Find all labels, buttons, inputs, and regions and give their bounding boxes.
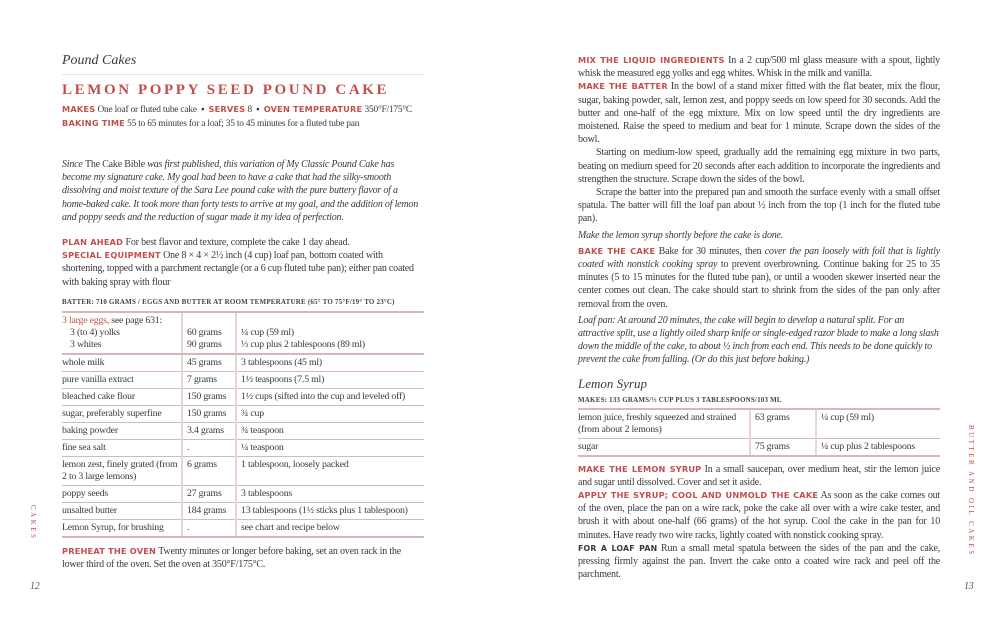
whites-volume: ⅓ cup plus 2 tablespoons (89 ml) [241,338,365,350]
preheat-step [62,545,424,571]
mix-label: MIX THE LIQUID INGREDIENTS [578,55,725,65]
ingredient-cell: sugar [578,438,750,456]
table-row [62,485,424,502]
weight-cell: . [182,439,236,456]
intro-a: Since [62,159,83,170]
equipment-label: SPECIAL EQUIPMENT [62,250,161,261]
plan-ahead-text: For best flavor and texture, complete the cake 1 day ahead. [125,237,350,249]
weight-cell: . [182,519,236,537]
bake-c: to prevent overbrowning. Continue baking for 25 to 35 minutes (5 to 15 minutes for the fluted tube pan), or until a wooden skewer inserted near the center comes out clean. The cake should start to shrink from the sides of the pan only after removal from the oven. [578,259,940,310]
ingredient-cell: sugar, preferably superfine [62,405,182,422]
loaf-pan-label: FOR A LOAF PAN [578,543,658,553]
weight-cell: 63 grams [750,409,816,439]
ingredient-cell: whole milk [62,354,182,372]
table-row [62,439,424,456]
syrup-heading: Lemon Syrup [578,375,647,391]
apply-label: APPLY THE SYRUP; COOL AND UNMOLD THE CAKE [578,490,819,501]
eggs-ref: see page 631: [109,314,162,326]
volume-cell: 3 tablespoons (45 ml) [236,354,424,372]
baking-time-value: 55 to 65 minutes for a loaf; 35 to 45 minutes for a fluted tube pan [127,118,360,129]
syrup-note: Make the lemon syrup shortly before the cake is done. [578,229,784,241]
weight-cell: 27 grams [182,485,236,502]
starting-paragraph: Starting on medium-low speed, gradually add the remaining egg mixture in two parts, beating on medium speed for 20 seconds after each addition to incorporate the ingredients and strengthen the structure. Scrape down the sides of the bowl. [578,147,940,185]
oven-temp-label: OVEN TEMPERATURE [263,104,363,114]
table-row [62,405,424,422]
volume-cell: see chart and recipe below [236,519,424,537]
batter-label: MAKE THE BATTER [578,81,668,92]
syrup-steps [578,463,940,582]
volume-cell: 1 tablespoon, loosely packed [236,456,424,485]
table-row [62,312,424,354]
weight-cell: 3.4 grams [182,422,236,439]
volume-cell: 13 tablespoons (1½ sticks plus 1 tablespoon) [236,502,424,519]
table-row [62,519,424,537]
yolks-volume: ¼ cup (59 ml) [241,326,294,338]
ingredient-cell: poppy seeds [62,485,182,502]
volume-cell: ¾ cup [236,405,424,422]
weight-cell: 75 grams [750,438,816,456]
weight-cell: 184 grams [182,502,236,519]
scrape-paragraph: Scrape the batter into the prepared pan and smooth the surface evenly with a small offset spatula. The batter will fill the loaf pan about ½ inch from the top (1 inch for the fluted tube pan). [578,187,940,225]
plan-ahead-label: PLAN AHEAD [62,237,124,248]
makes-value: One loaf or fluted tube cake [97,105,197,115]
loaf-note: Loaf pan: At around 20 minutes, the cake will begin to develop a natural split. For an attractive split, use a lightly oiled sharp knife or single-edged razor blade to make a long slash down the middle of the cake, to about ½ inch from each end. This needs to be done quickly to prevent the cake from falling. (Or do this just before baking.) [578,314,939,366]
apply-text: As soon as the cake comes out of the oven, place the pan on a wire rack, poke the cake all over with a wire cake tester, and brush it with about one-half (66 grams) of the hot syrup. Cool the cake in the pan for 10 minutes. Have ready two wire racks, lightly coated with nonstick cooking spray. [578,490,941,541]
ingredient-cell: unsalted butter [62,502,182,519]
volume-cell: 3 tablespoons [236,485,424,502]
left-page-column [62,52,424,571]
yolks: 3 (to 4) yolks [70,326,120,338]
side-label-left: CAKES [29,505,38,541]
volume-cell: ¼ cup plus 2 tablespoons [816,438,940,456]
ingredient-cell: baking powder [62,422,182,439]
weight-cell: 6 grams [182,456,236,485]
weight-cell: 150 grams [182,388,236,405]
page-number-right: 13 [964,581,974,592]
loaf-pan-text: Run a small metal spatula between the sides of the pan and the cake, pressing firmly against the pan. Invert the cake onto a coated wire rack and peel off the parchment. [578,542,940,581]
oven-temp-value: 350°F/175°C [364,105,412,115]
ingredient-cell: bleached cake flour [62,388,182,405]
table-row [62,456,424,485]
volume-cell: ¼ teaspoon [236,439,424,456]
equipment-text: One 8 × 4 × 2½ inch (4 cup) loaf pan, bottom coated with shortening, topped with a parchment rectangle (or a 6 cup fluted tube pan); either pan coated with baking spray with flour [62,250,414,288]
weight-cell: 150 grams [182,405,236,422]
ingredient-cell: lemon zest, finely grated (from 2 to 3 large lemons) [62,456,182,485]
eggs-link[interactable]: 3 large eggs, [62,314,110,326]
page-number-left: 12 [30,581,40,592]
syrup-table [578,408,940,457]
preheat-text: Twenty minutes or longer before baking, set an oven rack in the lower third of the oven. Set the oven at 350°F/175°C. [62,545,401,571]
intro-paragraph [62,158,424,224]
bake-label: BAKE THE CAKE [578,245,656,256]
makes-label: MAKES [62,104,96,114]
table-row [62,371,424,388]
whites-grams: 90 grams [187,338,222,350]
baking-time-label: BAKING TIME [62,117,125,128]
table-row [578,409,940,439]
preheat-label: PREHEAT THE OVEN [62,545,157,556]
ingredient-cell: pure vanilla extract [62,371,182,388]
table-row [62,354,424,372]
volume-cell: ¼ cup (59 ml) [816,409,940,439]
bake-a: Bake for 30 minutes, then [658,245,762,257]
table-row [62,422,424,439]
recipe-meta: MAKES One loaf or fluted tube cake ▪ SERVES 8 ▪ OVEN TEMPERATURE 350°F/175°C BAKING TIME 55 to 65 minutes for a loaf; 35 to 45 minutes for a fluted tube pan [62,104,412,129]
mix-text: In a 2 cup/500 ml glass measure with a spout, lightly whisk the measured egg yolks and egg whites. Whisk in the milk and vanilla. [578,55,940,80]
method-steps [578,54,940,367]
serves-value: 8 [247,105,252,115]
whites: 3 whites [70,338,102,350]
book-title: The Cake Bible [84,159,145,170]
table-row [62,502,424,519]
yolks-grams: 60 grams [187,326,222,338]
ingredient-cell: lemon juice, freshly squeezed and strained (from about 2 lemons) [578,409,750,439]
volume-cell: 1½ teaspoons (7.5 ml) [236,371,424,388]
batter-table-title: BATTER: 710 GRAMS / EGGS AND BUTTER AT ROOM TEMPERATURE (65° TO 75°F/19° TO 23°C) [62,297,395,306]
volume-cell: ¾ teaspoon [236,422,424,439]
table-row [578,438,940,456]
section-heading: Pound Cakes [62,53,137,68]
intro-c: was first published, this variation of My Classic Pound Cake has become my signature cake. My goal had been to have a cake that had the silky-smooth dissolving and moist texture of the Sara Lee pound cake with the pure buttery flavor of a home-baked cake. It took more than forty tests to arrive at my goal, and the addition of lemon and poppy seeds and the reduction of sugar made it my idea of perfection. [62,159,419,223]
ingredient-cell: Lemon Syrup, for brushing [62,519,182,537]
table-row [62,388,424,405]
weight-cell: 7 grams [182,371,236,388]
prep-notes [62,236,424,289]
weight-cell: 45 grams [182,354,236,372]
batter-table [62,311,424,538]
ingredient-cell: fine sea salt [62,439,182,456]
batter-text: In the bowl of a stand mixer fitted with the flat beater, mix the flour, sugar, baking powder, salt, lemon zest, and poppy seeds on low speed for 30 seconds. Add the butter and one-half of the egg mixture. Mix on low speed until the dry ingredients are moistened. Raise the speed to medium and beat for 1 minute. Scrape down the sides of the bowl. [578,81,941,146]
recipe-title: LEMON POPPY SEED POUND CAKE [62,82,390,98]
make-syrup-label: MAKE THE LEMON SYRUP [578,463,702,474]
make-syrup-text: In a small saucepan, over medium heat, stir the lemon juice and sugar until dissolved. Cover and set it aside. [578,463,940,488]
volume-cell: 1½ cups (sifted into the cup and leveled off) [236,388,424,405]
side-label-right: BUTTER AND OIL CAKES [967,425,976,557]
bake-b: cover the pan loosely with foil that is lightly coated with nonstick cooking spray [578,245,940,271]
divider [62,74,424,75]
serves-label: SERVES [208,104,246,114]
syrup-makes: MAKES: 133 GRAMS/⅓ CUP PLUS 3 TABLESPOONS/103 ML [578,395,782,404]
right-page-column [578,54,940,582]
